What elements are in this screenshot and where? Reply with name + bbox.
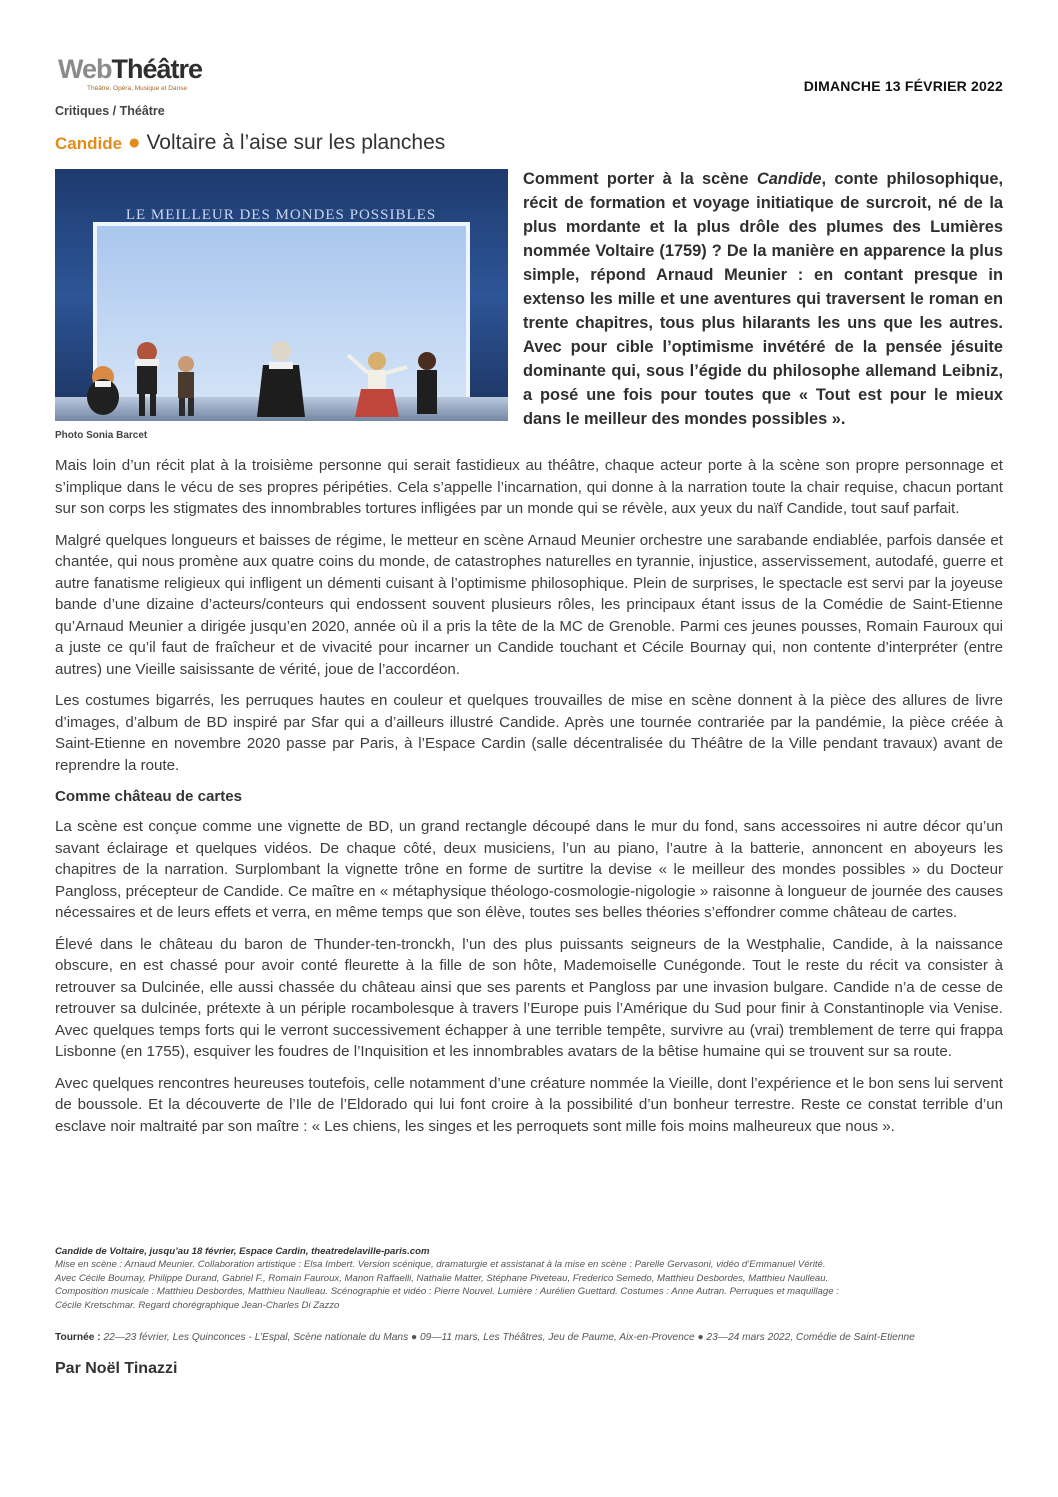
article-paragraph: Les costumes bigarrés, les perruques hautes en couleur et quelques trouvailles de mise en scène donnent à la pièce des allures de livre d’images, d’album de BD inspiré par Sfar qui a d’ailleurs illustré Candide. Après une tournée contrariée par la pandémie, la pièce créée à Saint-Etienne en novembre 2020 passe par Paris, à l’Espace Cardin (salle décentralisée du Théâtre de la Ville pendant travaux) avant de reprendre la route.	[55, 692, 1003, 774]
article-paragraph: Malgré quelques longueurs et baisses de régime, le metteur en scène Arnaud Meunier orchestre une sarabande endiablée, parfois dansée et chantée, qui nous promène aux quatre coins du monde, de catastrophes naturelles en tyrannie, injustice, asservissement, autodafé, guerre et autre fanatisme religieux qui infligent un démenti cuisant à l’optimisme philosophique. Plein de surprises, le spectacle est servi par la joyeuse bande d’une dizaine d’acteurs/conteurs qui endossent souvent plusieurs rôles, les principaux étant issus de la Comédie de Saint-Etienne qu’Arnaud Meunier a dirigée jusqu’en 2020, année où il a pris la tête de la MC de Grenoble. Parmi ces jeunes pousses, Romain Fauroux qui a juste ce qu’il faut de fraîcheur et de vivacité pour incarner un Candide touchant et Cécile Bournay qui, non contente d’interpréter (entre autres) une Vieille saisissante de vérité, joue de l’accordéon.	[55, 531, 1003, 678]
tour-dates	[55, 1332, 915, 1343]
article-body	[55, 455, 1003, 1147]
article-headline	[55, 130, 445, 157]
section-breadcrumb[interactable]: Critiques / Théâtre	[55, 104, 165, 118]
tour-text: 22—23 février, Les Quinconces - L’Espal, Scène nationale du Mans ● 09—11 mars, Les Théâtres, Jeu de Paume, Aix-en-Provence ● 23—24 mars 2022, Comédie de Saint-Etienne	[103, 1332, 915, 1343]
show-credits	[55, 1245, 1003, 1312]
article-paragraph: Mais loin d’un récit plat à la troisième personne qui serait fastidieux au théâtre, chaque acteur porte à la scène son propre personnage et s’implique dans le vécu de ses propres péripéties. Cela s’appelle l’incarnation, qui donne à la narration toute la chair requise, chacun portant sur son corps les stigmates des innombrables tortures infligées par un monde qui se révèle, aux yeux du naïf Candide, tout sauf parfait.	[55, 457, 1003, 517]
headline-title: Voltaire à l’aise sur les planches	[146, 131, 446, 154]
article-subheading: Comme château de cartes	[55, 788, 243, 805]
publication-date: DIMANCHE 13 FÉVRIER 2022	[803, 78, 1003, 94]
credits-line: Composition musicale : Matthieu Desbordes, Matthieu Naulleau. Scénographie et vidéo : Pierre Nouvel. Lumière : Aurélien Guettard. Costumes : Anne Autran. Perruques et maquillage :	[55, 1286, 839, 1298]
article-photo	[55, 169, 508, 421]
logo-tagline: Théâtre, Opéra, Musique et Danse	[87, 85, 188, 92]
headline-kicker: Candide	[55, 134, 123, 153]
article-paragraph: Avec quelques rencontres heureuses toutefois, celle notamment d’une créature nommée la Vieille, dont l’expérience et le bon sens lui servent de boussole. Et la découverte de l’Ile de l’Eldorado qui lui font croire à la possibilité d’un bonheur terrestre. Reste ce constat terrible d’un esclave noir maltraité par son maître : « Les chiens, les singes et les perroquets sont mille fois moins malheureux que nous ».	[55, 1074, 1003, 1135]
tour-label: Tournée :	[55, 1332, 101, 1343]
logo-wordmark: WebThéâtre	[58, 54, 203, 84]
credits-line: Avec Cécile Bournay, Philippe Durand, Gabriel F., Romain Fauroux, Manon Raffaelli, Nathalie Matter, Stéphane Piveteau, Frederico Semedo, Matthieu Desbordes, Matthieu Naulleau.	[55, 1272, 829, 1284]
article-paragraph: La scène est conçue comme une vignette de BD, un grand rectangle découpé dans le mur du fond, sans accessoires ni autre décor qu’un savant éclairage et quelques vidéos. De chaque côté, deux musiciens, l’un au piano, l’autre à la batterie, annoncent en aboyeurs les chapitres de la narration. Surplombant la vignette trône en forme de surtitre la devise « le meilleur des mondes possibles » du Docteur Pangloss, précepteur de Candide. Ce maître en « métaphysique théologo-cosmologie-nigologie » raisonne à longueur de journée des causes nécessaires et de leurs effets et verra, en même temps que son élève, toutes ses belles théories s’effondrer comme château de cartes.	[55, 818, 1003, 921]
webtheatre-logo[interactable]	[58, 54, 203, 94]
article-author: Par Noël Tinazzi	[55, 1360, 178, 1377]
credits-line: Mise en scène : Arnaud Meunier. Collaboration artistique : Elsa Imbert. Version scénique, dramaturgie et assistanat à la mise en scène : Parelle Gervasoni, vidéo d’Emmanuel Vérité.	[55, 1259, 826, 1271]
backdrop-motto: LE MEILLEUR DES MONDES POSSIBLES	[125, 207, 437, 223]
stage-photo-illustration	[55, 169, 508, 421]
credits-line: Cécile Kretschmar. Regard chorégraphique Jean-Charles Di Zazzo	[55, 1299, 340, 1311]
article-lead: Comment porter à la scène Candide, conte philosophique, récit de formation et voyage initiatique de surcroit, né de la plus mordante et la plus drôle des plumes des Lumières nommée Voltaire (1759) ? De la manière en apparence la plus simple, répond Arnaud Meunier : en contant presque in extenso les mille et une aventures qui traversent le roman en trente chapitres, tous plus hilarants les uns que les autres. Avec pour cible l’optimisme invétéré de la pensée jésuite dominante qui, sous l’égide du philosophe allemand Leibniz, a posé une fois pour toutes que « Tout est pour le mieux dans le meilleur des mondes possibles ».	[523, 170, 1004, 428]
credits-title-line: Candide de Voltaire, jusqu’au 18 février, Espace Cardin, theatredelaville-paris.com	[55, 1246, 430, 1257]
actor-figure	[417, 352, 437, 414]
bullet-icon: ●	[127, 131, 141, 154]
photo-caption: Photo Sonia Barcet	[55, 430, 148, 441]
article-paragraph: Élevé dans le château du baron de Thunder-ten-tronckh, l’un des plus puissants seigneurs de la Westphalie, Candide, à la naissance obscure, en est chassé pour avoir conté fleurette à la fille de son hôte, Mademoiselle Cunégonde. Tout le reste du récit va consister à retrouver sa Dulcinée, elle aussi chassée du château ainsi que ses parents et Pangloss par une invasion bulgare. Candide n’a de cesse de retrouver sa dulcinée, prétexte à un périple rocambolesque à travers l’Europe puis l’Amérique du Sud pour finir à Constantinople via Venise. Avec quelques temps forts qui le verront successivement échapper à une terrible tempête, survivre au (vrai) tremblement de terre qui frappa Lisbonne (en 1755), esquiver les foudres de l’Inquisition et les innombrables avatars de la bêtise humaine qui se trouvent sur sa route.	[55, 935, 1003, 1060]
